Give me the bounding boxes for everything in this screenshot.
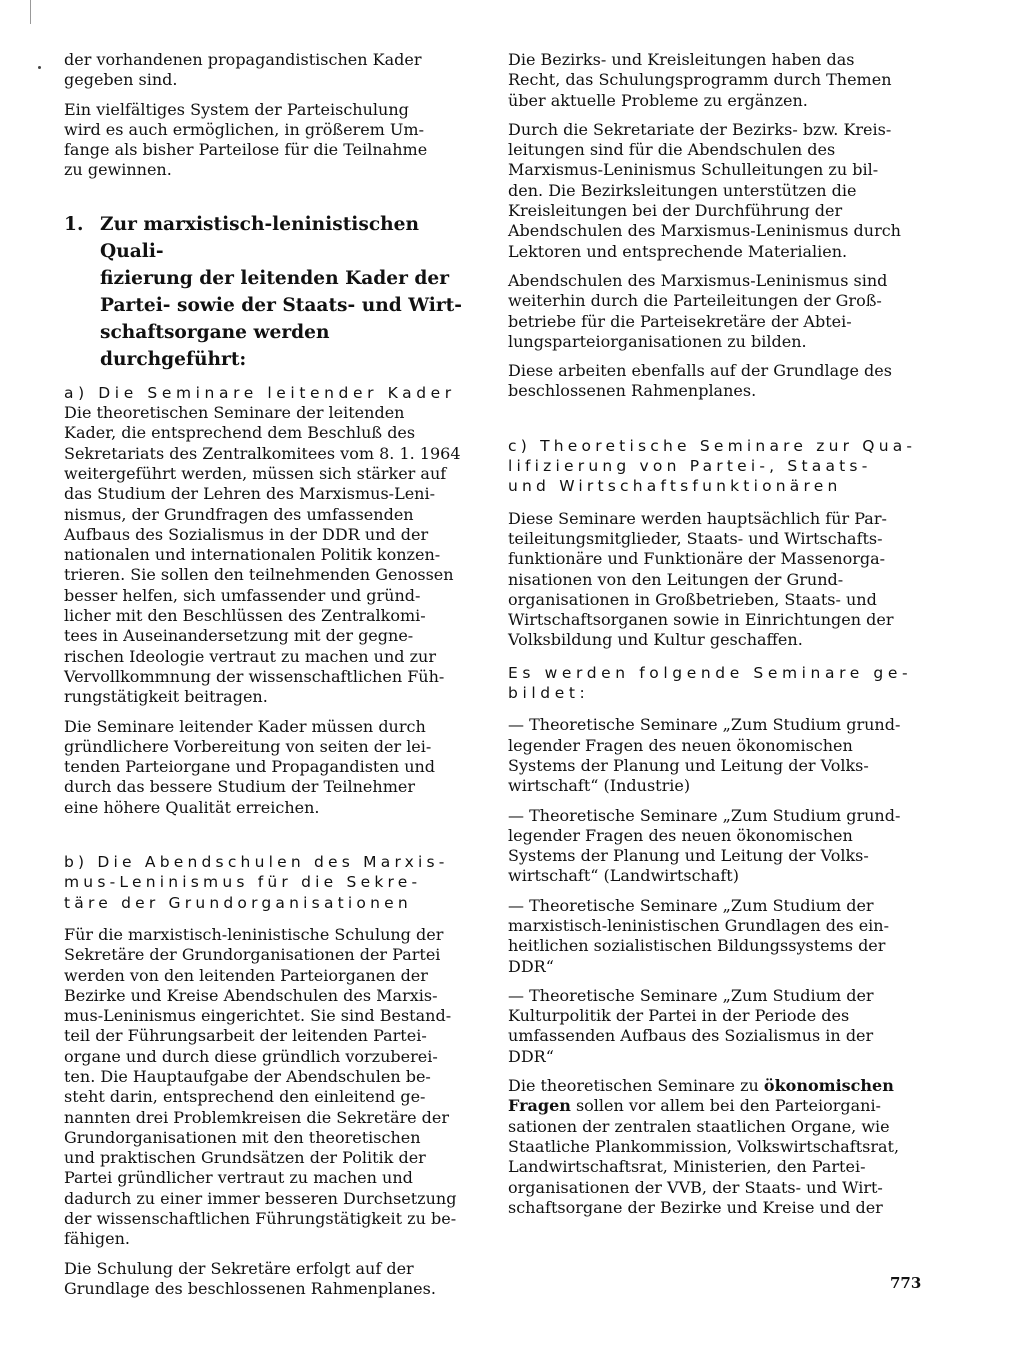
paragraph: Diese Seminare werden hauptsächlich für Par- teileitungsmitglieder, Staats- und Wirtschafts- funktionäre und Funktionäre der Massenorga- nisationen von den Leitungen der Grund- organisationen in Großbetrieben, Staats- und Wirtschaftsorganen sowie in Einrichtungen der Volksbildung und Kultur geschaffen. <box>508 508 894 650</box>
subheading-a: a) Die Seminare leitender Kader <box>64 383 456 402</box>
margin-mark <box>30 0 37 24</box>
paragraph: Ein vielfältiges System der Parteischulung wird es auch ermöglichen, in größerem Um- fange als bisher Parteilose für die Teilnahme zu gewinnen. <box>64 99 428 180</box>
paragraph: Diese arbeiten ebenfalls auf der Grundlage des beschlossenen Rahmenplanes. <box>508 361 892 401</box>
list-item: — Theoretische Seminare „Zum Studium der Kulturpolitik der Partei in der Periode des umfassenden Aufbaus des Sozialismus in der DDR“ <box>508 985 874 1066</box>
paragraph: Die theoretischen Seminare der leitenden Kader, die entsprechend dem Beschluß des Sekretariats des Zentralkomitees vom 8. 1. 1964 weitergeführt werden, müssen sich stärker auf das Studium der Lehren des Marxismus-Leni- nismus, der Grundfragen des umfassenden Aufbaus des Sozialismus in der DDR und der nationalen und internationalen Politik konzen- trieren. Sie sollen den teilnehmenden Genossen besser helfen, sich umfassender und gründ- licher mit den Beschlüssen des Zentralkomi- tees in Auseinandersetzung mit der gegne- rischen Ideologie vertraut zu machen und zur Vervollkommnung der wissenschaftlichen Füh- rungstätigkeit beitragen. <box>64 403 461 707</box>
subheading-c: c) Theoretische Seminare zur Qua- lifizierung von Partei-, Staats- und Wirtschaftsfunktionären <box>508 436 917 496</box>
section-heading-text: Zur marxistisch-leninistischen Quali- fizierung der leitenden Kader der Partei- sowie der Staats- und Wirt- schaftsorgane werden durchgeführt: <box>100 213 462 370</box>
text-run: sollen vor allem bei den Parteiorgani- sationen der zentralen staatlichen Organe, wie Staatliche Plankommission, Volkswirtschaftsrat, Landwirtschaftsrat, Ministerien, den Partei- organisationen der VVB, der Staats- und Wirt- schaftsorgane der Bezirke und Kreise und der <box>508 1096 900 1217</box>
text-run: Die theoretischen Seminare zu <box>508 1076 764 1096</box>
paragraph: Abendschulen des Marxismus-Leninismus sind weiterhin durch die Parteileitungen der Groß- betriebe für die Parteisekretäre der Abtei- lungsparteiorganisationen zu bilden. <box>508 270 888 351</box>
left-column <box>64 50 479 1299</box>
paragraph: Die Schulung der Sekretäre erfolgt auf der Grundlage des beschlossenen Rahmenplanes. <box>64 1258 436 1298</box>
list-item: — Theoretische Seminare „Zum Studium grund- legender Fragen des neuen ökonomischen Systems der Planung und Leitung der Volks- wirtschaft“ (Landwirtschaft) <box>508 805 901 886</box>
paragraph: Für die marxistisch-leninistische Schulung der Sekretäre der Grundorganisationen der Partei werden von den leitenden Parteiorganen der Bezirke und Kreise Abendschulen des Marxis- mus-Leninismus eingerichtet. Sie sind Bestand- teil der Führungsarbeit der leitenden Partei- organe und durch diese gründlich vorzuberei- ten. Die Hauptaufgabe der Abendschulen be- steht darin, entsprechend den einleitend ge- nannten drei Problemkreisen die Sekretäre der Grundorganisationen mit den theoretischen und praktischen Grundsätzen der Politik der Partei gründlicher vertraut zu machen und dadurch zu einer immer besseren Durchsetzung der wissenschaftlichen Führungstätigkeit zu be- fähigen. <box>64 924 457 1249</box>
spaced-paragraph: Es werden folgende Seminare ge- bildet: <box>508 663 913 703</box>
paragraph: Durch die Sekretariate der Bezirks- bzw. Kreis- leitungen sind für die Abendschulen des Marxismus-Leninismus Schulleitungen zu bil- den. Die Bezirksleitungen unterstützen die Kreisleitungen bei der Durchführung der Abendschulen des Marxismus-Leninismus durch Lektoren und entsprechende Materialien. <box>508 119 901 261</box>
subheading-b: b) Die Abendschulen des Marxis- mus-Leninismus für die Sekre- täre der Grundorganisationen <box>64 853 449 912</box>
paragraph: der vorhandenen propagandistischen Kader gegeben sind. <box>64 50 422 90</box>
section-number: 1. <box>64 213 84 235</box>
list-item: — Theoretische Seminare „Zum Studium der marxistisch-leninistischen Grundlagen des ein- heitlichen sozialistischen Bildungssystems der DDR“ <box>508 895 890 976</box>
list-item: — Theoretische Seminare „Zum Studium grund- legender Fragen des neuen ökonomischen Systems der Planung und Leitung der Volks- wirtschaft“ (Industrie) <box>508 715 901 796</box>
right-column <box>508 50 923 1218</box>
section-heading <box>64 211 479 373</box>
paragraph <box>508 1076 923 1218</box>
margin-dot <box>38 66 41 69</box>
bold-text: ökonomischen Fragen <box>508 1076 894 1116</box>
paragraph: Die Bezirks- und Kreisleitungen haben das Recht, das Schulungsprogramm durch Themen über aktuelle Probleme zu ergänzen. <box>508 50 892 110</box>
paragraph: Die Seminare leitender Kader müssen durch gründlichere Vorbereitung von seiten der lei- tenden Parteiorgane und Propagandisten und durch das bessere Studium der Teilnehmer eine höhere Qualität erreichen. <box>64 716 436 817</box>
page-number: 773 <box>890 1274 922 1292</box>
